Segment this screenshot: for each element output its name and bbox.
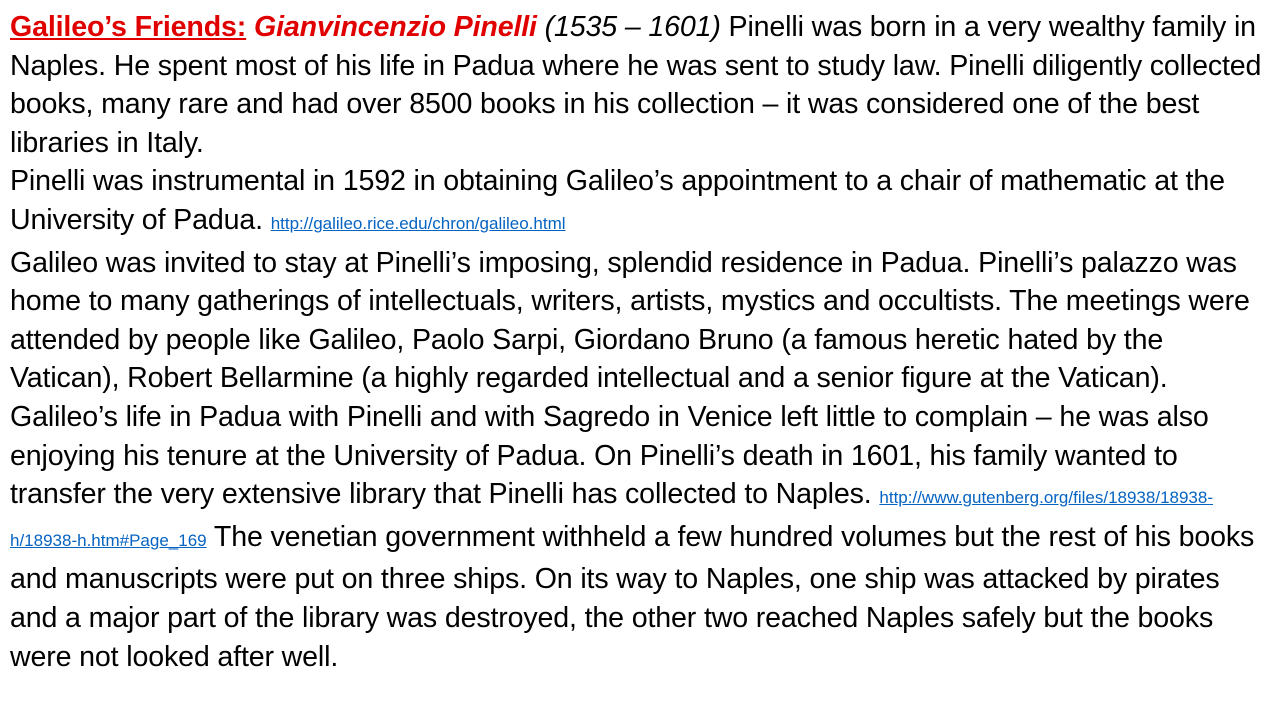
heading-name: Gianvincenzio Pinelli xyxy=(253,11,537,43)
slide-text xyxy=(10,8,1272,676)
gutenberg-link[interactable]: http://www.gutenberg.org/files/18938/18938-h/18938-h.htm#Page_169 xyxy=(10,488,1213,550)
paragraph-library-fate: The venetian government withheld a few hundred volumes but the rest of his books and manuscripts were put on three ships. On its way to Naples, one ship was attacked by pirates and a major part of the library was destroyed, the other two reached Naples safely but the books were not looked after well. xyxy=(10,520,1255,673)
heading-label: Galileo’s Friends: xyxy=(10,11,247,43)
paragraph-appointment: Pinelli was instrumental in 1592 in obtaining Galileo’s appointment to a chair of mathematic at the University of Padua. xyxy=(10,165,1225,236)
paragraph-birth: Pinelli was born in a very wealthy family in Naples. He spent most of his life in Padua where he was sent to study law. Pinelli diligently collected books, many rare and had over 8500 books in his collection – it was considered one of the best libraries in Italy. xyxy=(10,11,1262,159)
rice-edu-link[interactable]: http://galileo.rice.edu/chron/galileo.html xyxy=(270,213,566,233)
paragraph-residence: Galileo was invited to stay at Pinelli’s imposing, splendid residence in Padua. Pinelli’s palazzo was home to many gatherings of intellectuals, writers, artists, mystics and occultists. The meetings were attended by people like Galileo, Paolo Sarpi, Giordano Bruno (a famous heretic hated by the Vatican), Robert Bellarmine (a highly regarded intellectual and a senior figure at the Vatican). Galileo’s life in Padua with Pinelli and with Sagredo in Venice left little to complain – he was also enjoying his tenure at the University of Padua. On Pinelli’s death in 1601, his family wanted to transfer the very extensive library that Pinelli has collected to Naples. xyxy=(10,246,1250,511)
heading-dates: (1535 – 1601) xyxy=(544,11,721,43)
